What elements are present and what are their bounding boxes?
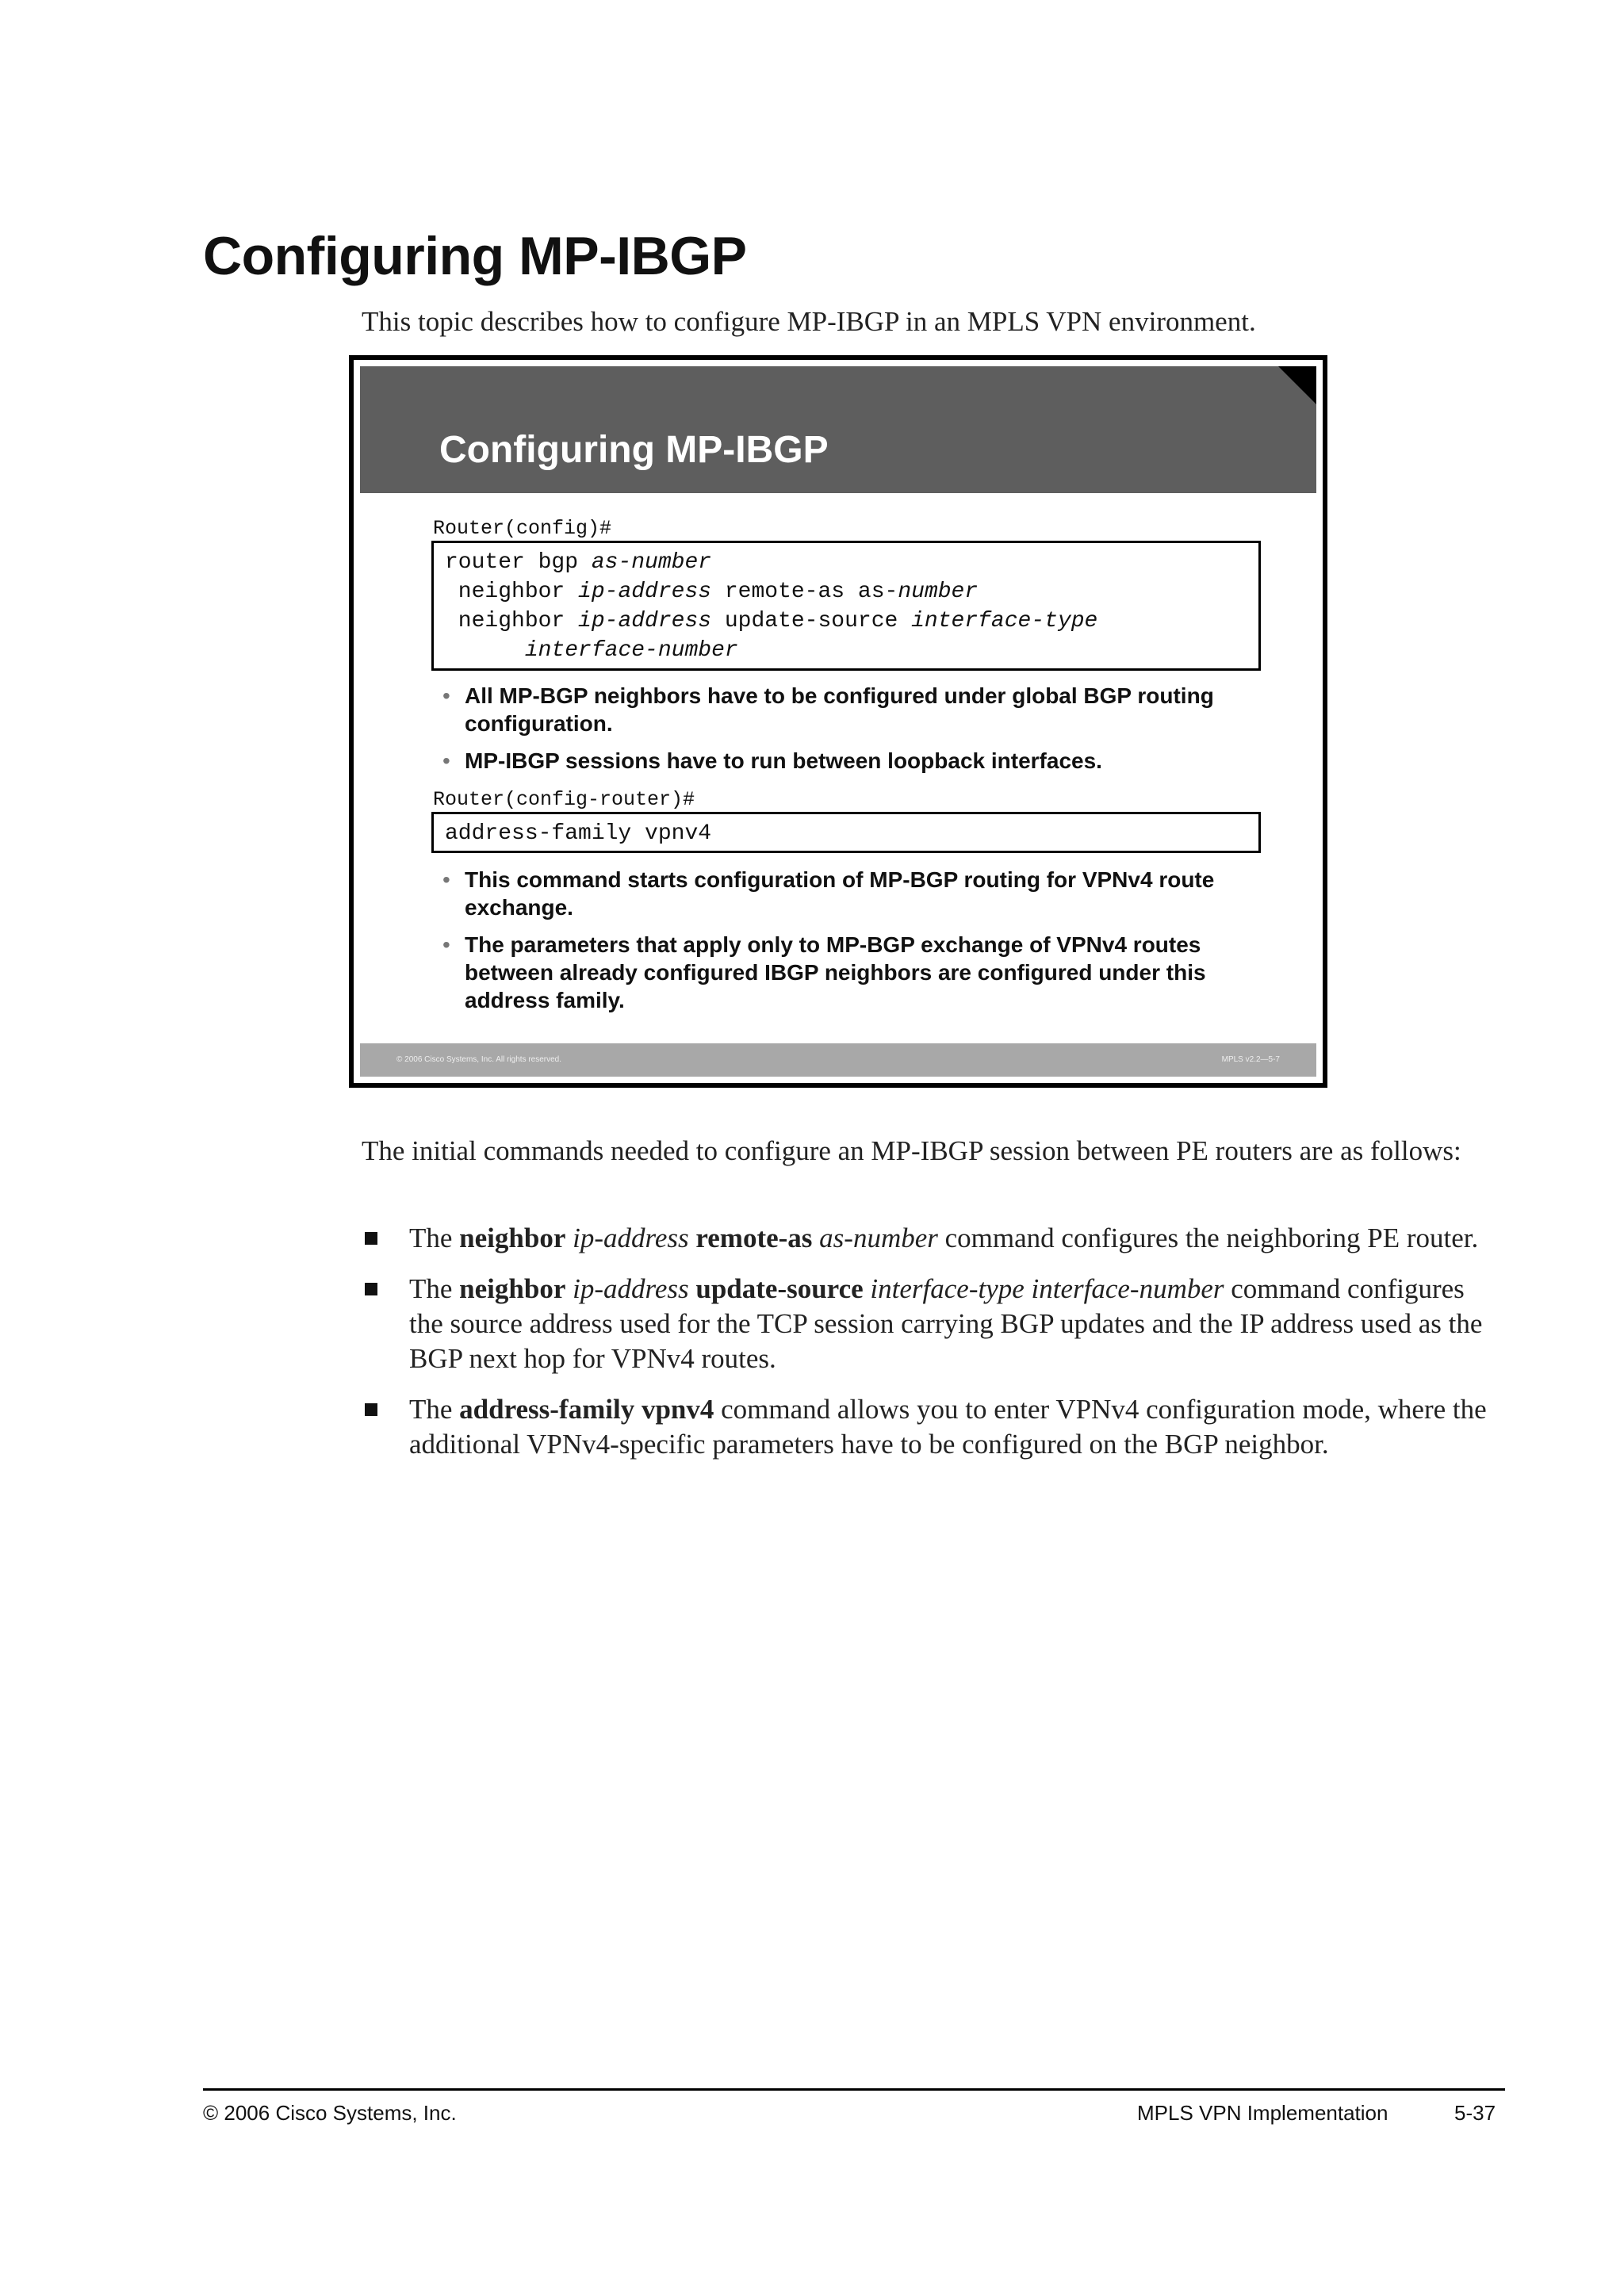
slide-bullet: • All MP-BGP neighbors have to be configured under global BGP routing configuration. [442,683,1214,736]
command-line: neighbor ip-address remote-as as-number [445,580,979,604]
address-family-command-box [431,812,1261,853]
footer-page-number: 5-37 [1454,2101,1496,2125]
page-title: Configuring MP-IBGP [203,226,747,286]
slide-bullet-list [439,682,1216,775]
slide-header-bar [360,366,1316,493]
slide-corner-decoration [1278,366,1316,404]
slide-copyright: © 2006 Cisco Systems, Inc. All rights reserved. [396,1055,562,1064]
command-line: interface-number [524,638,738,663]
command-line: neighbor ip-address update-source interface-type [445,609,1098,633]
footer-book-title: MPLS VPN Implementation [1137,2101,1388,2125]
body-bullet: The neighbor ip-address remote-as as-number command configures the neighboring PE router. [362,1221,1488,1256]
slide-footer-bar [360,1043,1316,1077]
body-bullet: The neighbor ip-address update-source interface-type interface-number command configures the source address used for the TCP session carrying BGP updates and the IP address used as the BGP next hop for VPNv4 routes. [362,1272,1488,1376]
square-bullet-icon [365,1232,377,1245]
slide-bullet: • This command starts configuration of MP-BGP routing for VPNv4 route exchange. [442,867,1215,920]
square-bullet-icon [365,1283,377,1295]
config-router-prompt: Router(config-router)# [433,788,695,811]
footer-divider [203,2088,1505,2091]
slide-figure [349,355,1327,1088]
command-line: address-family vpnv4 [445,821,712,846]
slide-code: MPLS v2.2—5-7 [1221,1055,1280,1064]
router-bgp-command-box [431,541,1261,671]
slide-bullet-list [439,866,1232,1014]
square-bullet-icon [365,1403,377,1416]
body-bullet: The address-family vpnv4 command allows you to enter VPNv4 configuration mode, where the additional VPNv4-specific parameters have to be configured on the BGP neighbor. [362,1392,1488,1462]
topic-intro: This topic describes how to configure MP-IBGP in an MPLS VPN environment. [362,306,1256,337]
slide-bullet: • MP-IBGP sessions have to run between loopback interfaces. [442,748,1102,773]
config-prompt: Router(config)# [433,517,612,540]
slide-bullet: • The parameters that apply only to MP-BGP exchange of VPNv4 routes between already configured IBGP neighbors are configured under this address family. [442,932,1206,1012]
slide-title: Configuring MP-IBGP [439,429,829,471]
body-bullet-list [362,1221,1488,1478]
footer-copyright: © 2006 Cisco Systems, Inc. [203,2101,457,2125]
body-paragraph: The initial commands needed to configure an MP-IBGP session between PE routers are as follows: [362,1135,1461,1166]
command-line: router bgp as-number [445,550,712,575]
